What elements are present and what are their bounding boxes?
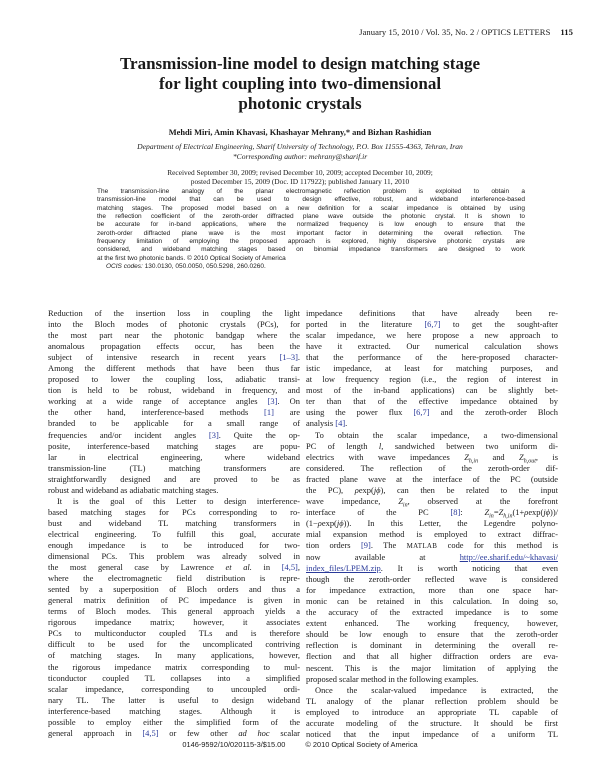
text-line: ter than that of the effective impedance obtained by [306,396,558,407]
text-line: ported in the literature [6,7] to get the sought-after [306,319,558,330]
text-line: branded to be applicable for a small range of [48,418,300,429]
text-line: should be low enough to ensure that the zeroth-order [306,629,558,640]
text-line: for impedance extraction, more than one space har- [306,585,558,596]
abstract-line: at the first two photonic bands. © 2010 Optical Society of America [97,254,286,262]
title-line: Transmission-line model to design matching stage [119,54,480,73]
text-line: have it extracted. Our numerical calculation shows [306,341,558,352]
citation-link[interactable]: [6,7] [424,319,441,330]
running-head [300,27,573,37]
text-line: accurate modeling of the structure. It should be first [306,717,558,728]
page-number: 115 [560,27,573,37]
text-line: TL analogy of the planar reflection problem should be [306,695,558,706]
text-line: transmission-line (TL) matching transformers are [48,462,300,473]
citation-link[interactable]: [4] [335,418,346,429]
text-line: the most general case by Lawrence et al. in [4,5], [48,562,300,573]
text-line: at low frequency region (i.e., the region of interest in [306,374,558,385]
text-line: electrics with wave impedances $Z_{h,in}$ and $Z_{h,out}$, is [306,451,558,465]
text-line: the most part near the photonic bandgap where the [48,330,300,341]
text-line: mial expansion method is employed to extract diffrac- [306,528,558,539]
text-line: the rigorous impedance matrix corresponding to mul- [48,661,300,672]
affiliation-line: Department of Electrical Engineering, Sharif University of Technology, P.O. Box 11555-4363, Tehran, Iran [137,142,463,151]
url-link[interactable]: http://ee.sharif.edu/~khavasi/ [459,552,558,563]
text-line: nary TL. The latter is useful to design wideband [48,694,300,705]
text-line: monic can be retained in this calculation. In doing so, [306,596,558,607]
article-title [60,54,540,114]
text-line: Once the scalar-valued impedance is extracted, the [315,684,558,695]
text-line: scalar impedance, we here propose a new approach to [306,330,558,341]
history-line: Received September 30, 2009; revised December 10, 2009; accepted December 10, 2009; [167,168,433,177]
history-line: posted December 15, 2009 (Doc. ID 117922); published January 11, 2010 [190,177,410,187]
text-line: subject of intensive research in recent years [1–3]. [48,352,300,363]
abstract-line: considered, and wideband matching stages based on binomial impedance transformers are designed to work [97,246,525,254]
citation-link[interactable]: [4,5] [281,562,298,573]
text-line: the PC), ρexp(jϕ), can then be related to the input [306,484,558,495]
text-line: using the power flux [6,7] and the zeroth-order Bloch [306,407,558,418]
abstract-line: The transmission-line analogy of the planar electromagnetic reflection problem is exploited to obtain a [97,188,525,195]
citation-link[interactable]: [1–3] [279,352,298,363]
abstract-line: be accurate for in-band applications, where the normalized frequency is low enough to ensure that the [97,221,525,229]
text-line: It is the goal of this Letter to design interference- [57,495,300,506]
text-line: rigorous impedance matrix; however, it associates [48,617,300,628]
text-line: sented by a superposition of Bloch orders and thus a [48,584,300,595]
text-line: considered. The reflection of the zeroth-order dif- [306,462,558,473]
text-line: tion orders [9]. The MATLAB code for this method is [306,539,558,550]
abstract-line: the reflection coefficient of the zeroth-order diffracted plane wave outside the photonic crystal. It is shown to [97,213,525,221]
text-line: straightforwardly designed and are proved to be as [48,473,300,484]
text-line: istic impedance, at least for matching purposes, and [306,363,558,374]
citation-link[interactable]: [4,5] [142,727,159,738]
corresponding-author: *Corresponding author: mehrany@sharif.ir [232,152,368,161]
text-line: the accuracy of the extracted impedance is to some [306,607,558,618]
text-line: extent enhanced. The working frequency, however, [306,618,558,629]
text-line: bust and wideband TL matching transformers in [48,517,300,528]
abstract-line: zeroth-order diffracted plane wave is the most important factor in determining the overall reflection. The [97,229,525,237]
text-line: impedance definitions that have already been re- [306,308,558,318]
text-line: though the zeroth-order reflected wave is considered [306,574,558,585]
text-line: Reduction of the insertion loss in coupling the light [48,308,300,318]
body-column-right [306,308,558,740]
text-line: difficult to be used for the uncomplicated contriving [48,639,300,650]
text-line: proposed to lower the coupling loss, adiabatic transi- [48,374,300,385]
text-line: wave impedance, $Z_{in}$, observed at the forefront [306,495,558,509]
text-line: robust and wideband as adiabatic matching stages. [48,484,219,495]
citation-link[interactable]: [8] [450,506,461,517]
citation-link[interactable]: [3] [208,429,219,440]
text-line: scalar impedance, corresponding to uncoupled ordi- [48,683,300,694]
text-line: dimensional PCs. This problem was already solved in [48,551,300,562]
url-link[interactable]: index_files/LPEM.zip [306,563,381,574]
author-list: Mehdi Miri, Amin Khavasi, Khashayar Mehrany,* and Bizhan Rashidian [168,128,432,137]
text-line: employed to introduce an appropriate TL capable of [306,706,558,717]
text-line: noticed that the input impedance of a uniform TL [306,728,558,739]
footer-copyright: © 2010 Optical Society of America [305,740,418,749]
text-line: the other hand, interference-based methods [1] are [48,407,300,418]
text-line: fracted plane wave at the interface of the PC (outside [306,473,558,484]
text-line: possible to employ either the simplified form of the [48,716,300,727]
citation-link[interactable]: [3] [267,396,278,407]
text-line: interface of the PC [8]: $Z_{in}=Z_{h,in}(1+\rho\exp(j\phi))/$ [306,506,558,520]
text-line: frequencies and/or incident angles [3]. Quite the op- [48,429,300,440]
text-line: reflection is dominant in determining the overall re- [306,640,558,651]
citation-link[interactable]: [9] [360,539,371,550]
citation-link[interactable]: [6,7] [413,407,430,418]
text-line: based matching stages for PCs corresponding to ro- [48,506,300,517]
text-line: (1−ρexp(jϕ)). In this Letter, the Legendre polyno- [306,517,558,528]
affiliation [40,142,560,162]
body-column-left [48,308,300,739]
citation-link[interactable]: [1] [264,407,274,418]
text-line: interference-based matching stages. Although it is [48,705,300,716]
text-line: tion is held to be robust, wideband in frequency, and [48,385,300,396]
ocis-codes [97,263,525,271]
text-line: PC of length l, sandwiched between two uniform di- [306,440,558,451]
abstract-line: matching stages. The proposed model based on a new definition for a scalar impedance is obtained by using [97,204,525,212]
text-line: To obtain the scalar impedance, a two-dimensional [315,429,558,440]
page-footer [0,740,600,749]
publication-history [40,168,560,187]
text-line: working at a wide range of acceptance angles [3]. On [48,396,300,407]
text-line: lar in electrical engineering, where wideband [48,451,300,462]
text-line: flection and that all higher diffraction orders are eva- [306,651,558,662]
abstract-body [97,188,525,263]
text-line: nescent. This is the major limitation of applying the [306,662,558,673]
text-line: ticonductor coupled TL collapses into a simplified [48,672,300,683]
text-line: of matching stages. In many applications, however, [48,650,300,661]
abstract [97,188,525,271]
text-line: where the electromagnetic field distribution is repre- [48,573,300,584]
footer-code: 0146-9592/10/020115-3/$15.00 [182,740,286,749]
text-line: index_files/LPEM.zip. It is worth noticing that even [306,563,558,574]
text-line: enough impedance is to be introduced for two- [48,539,300,550]
text-line: Among the different methods that have been thus far [48,363,300,374]
text-line: analysis [4]. [306,418,348,429]
abstract-line: transmission-line model that can be used to design effective, robust, and wideband interference-based [97,196,525,204]
text-line: that the performance of the here-proposed character- [306,352,558,363]
text-line: electrical engineering. To fulfill this goal, accurate [48,528,300,539]
text-line: terms of Bloch modes. This general approach yields a [48,606,300,617]
running-head-text: January 15, 2010 / Vol. 35, No. 2 / OPTICS LETTERS [359,27,551,37]
ocis-values: 130.0130, 050.0050, 050.5298, 260.0260. [144,263,266,271]
text-line: into the Bloch modes of photonic crystals (PCs), for [48,319,300,330]
text-line: most of the in-band applications) can be slightly bet- [306,385,558,396]
title-line: for light coupling into two-dimensional [158,74,442,93]
text-line: general matrix definition of PC impedance is given in [48,595,300,606]
text-line: posite, interference-based matching stages are popu- [48,440,300,451]
text-line: now available at http://ee.sharif.edu/~khavasi/ [306,552,558,563]
ocis-label: OCIS codes: [106,263,143,271]
title-line: photonic crystals [238,94,362,113]
abstract-line: frequency limitation of employing the proposed approach is explored, highly dispersive photonic crystals are [97,238,525,246]
text-line: proposed scalar method in the following examples. [306,673,479,684]
text-line: general approach in [4,5] or few other ad hoc scalar [48,727,300,738]
text-line: PCs to multiconductor coupled TLs and is therefore [48,628,300,639]
text-line: anomalous propagation effects occur, has been the [48,341,300,352]
